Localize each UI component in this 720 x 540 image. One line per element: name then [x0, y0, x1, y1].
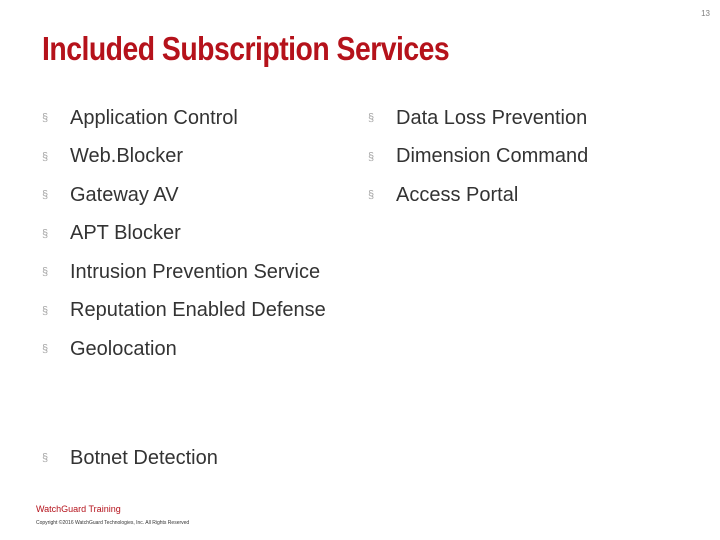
bullet-marker-icon: §	[42, 227, 49, 240]
right-bullet-list	[368, 99, 588, 215]
bullet-marker-icon: §	[42, 189, 49, 202]
bullet-item-botnet-detection	[42, 439, 218, 478]
bullet-item-apt-blocker	[42, 215, 326, 254]
bullet-text: Data Loss Prevention	[396, 106, 588, 129]
left-bullet-list	[42, 99, 326, 369]
footer-brand: WatchGuard Training	[36, 504, 121, 514]
bullet-item-data-loss-prevention	[368, 99, 588, 138]
bullet-item-intrusion-prevention	[42, 253, 326, 292]
bullet-marker-icon: §	[42, 112, 49, 125]
bullet-text: Botnet Detection	[70, 446, 218, 469]
bullet-text: APT Blocker	[70, 222, 181, 245]
bullet-text: Application Control	[70, 106, 238, 129]
bullet-text: Geolocation	[70, 337, 177, 360]
bullet-item-webblocker	[42, 138, 326, 177]
bullet-item-reputation-enabled-defense	[42, 292, 326, 331]
bullet-text: Access Portal	[396, 183, 519, 206]
bullet-marker-icon: §	[42, 150, 49, 163]
bullet-item-gateway-av	[42, 176, 326, 215]
footer-copyright: Copyright ©2016 WatchGuard Technologies, Inc. All Rights Reserved	[36, 520, 190, 526]
bullet-marker-icon: §	[368, 189, 375, 202]
slide-title: Included Subscription Services	[42, 30, 450, 67]
bullet-item-dimension-command	[368, 138, 588, 177]
bullet-text: Reputation Enabled Defense	[70, 299, 326, 322]
bullet-item-access-portal	[368, 176, 588, 215]
bullet-item-application-control	[42, 99, 326, 138]
bullet-text: Intrusion Prevention Service	[70, 260, 321, 283]
bullet-text: Dimension Command	[396, 145, 589, 168]
bullet-marker-icon: §	[42, 304, 49, 317]
bullet-marker-icon: §	[368, 150, 375, 163]
bullet-text: Web.Blocker	[70, 145, 184, 168]
bullet-item-geolocation	[42, 330, 326, 369]
bullet-marker-icon: §	[42, 266, 49, 279]
bullet-marker-icon: §	[42, 452, 49, 465]
page-number: 13	[701, 9, 710, 18]
bullet-marker-icon: §	[42, 343, 49, 356]
bullet-marker-icon: §	[368, 112, 375, 125]
bullet-text: Gateway AV	[70, 183, 179, 206]
